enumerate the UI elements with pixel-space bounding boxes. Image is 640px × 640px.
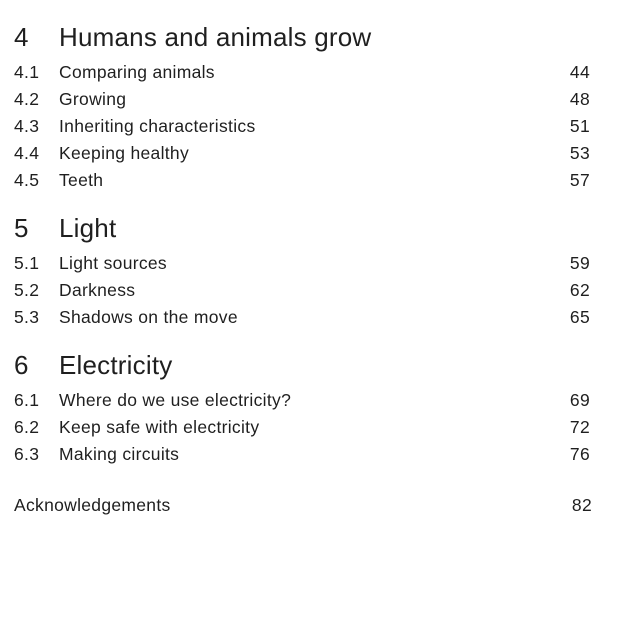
toc-entry[interactable]	[14, 417, 594, 444]
entry-page-number: 44	[569, 62, 590, 82]
toc-entry[interactable]	[14, 307, 594, 334]
entry-title: Growing	[59, 89, 127, 109]
toc-entry[interactable]	[14, 89, 594, 116]
chapter-heading	[14, 213, 594, 249]
entry-title: Shadows on the move	[59, 307, 238, 327]
chapter-heading	[14, 22, 594, 58]
chapter-title: Electricity	[59, 350, 173, 380]
entry-number: 4.2	[14, 89, 40, 109]
chapter-number: 4	[14, 22, 29, 52]
entry-title: Light sources	[59, 253, 167, 273]
acknowledgements-entry[interactable]	[14, 495, 594, 522]
entry-page-number: 76	[569, 444, 590, 464]
entry-number: 4.4	[14, 143, 40, 163]
chapter-title: Light	[59, 213, 117, 243]
toc-entry[interactable]	[14, 390, 594, 417]
entry-number: 5.3	[14, 307, 40, 327]
entry-page-number: 72	[569, 417, 590, 437]
entry-title: Comparing animals	[59, 62, 215, 82]
table-of-contents	[14, 22, 594, 522]
entry-page-number: 48	[569, 89, 590, 109]
entry-number: 4.1	[14, 62, 40, 82]
toc-entry[interactable]	[14, 116, 594, 143]
acknowledgements-title: Acknowledgements	[14, 495, 171, 515]
entry-number: 6.2	[14, 417, 40, 437]
entry-page-number: 51	[569, 116, 590, 136]
entry-title: Where do we use electricity?	[59, 390, 292, 410]
entry-page-number: 53	[569, 143, 590, 163]
entry-page-number: 59	[569, 253, 590, 273]
toc-entry[interactable]	[14, 444, 594, 471]
entry-title: Darkness	[59, 280, 136, 300]
entry-page-number: 69	[569, 390, 590, 410]
entry-number: 4.3	[14, 116, 40, 136]
toc-entry[interactable]	[14, 253, 594, 280]
chapter-section	[14, 22, 594, 197]
entry-number: 5.1	[14, 253, 40, 273]
entry-number: 4.5	[14, 170, 40, 190]
toc-entry[interactable]	[14, 143, 594, 170]
toc-entry[interactable]	[14, 280, 594, 307]
entry-page-number: 62	[569, 280, 590, 300]
entry-number: 5.2	[14, 280, 40, 300]
chapter-number: 5	[14, 213, 29, 243]
toc-entry[interactable]	[14, 170, 594, 197]
chapter-heading	[14, 350, 594, 386]
chapter-section	[14, 350, 594, 471]
entry-title: Teeth	[59, 170, 104, 190]
entry-page-number: 65	[569, 307, 590, 327]
entry-title: Making circuits	[59, 444, 180, 464]
chapter-number: 6	[14, 350, 29, 380]
entry-title: Inheriting characteristics	[59, 116, 256, 136]
toc-entry[interactable]	[14, 62, 594, 89]
chapter-section	[14, 213, 594, 334]
chapter-title: Humans and animals grow	[59, 22, 372, 52]
acknowledgements-page-number: 82	[571, 495, 592, 515]
entry-page-number: 57	[569, 170, 590, 190]
entry-number: 6.1	[14, 390, 40, 410]
entry-title: Keep safe with electricity	[59, 417, 260, 437]
entry-number: 6.3	[14, 444, 40, 464]
entry-title: Keeping healthy	[59, 143, 190, 163]
